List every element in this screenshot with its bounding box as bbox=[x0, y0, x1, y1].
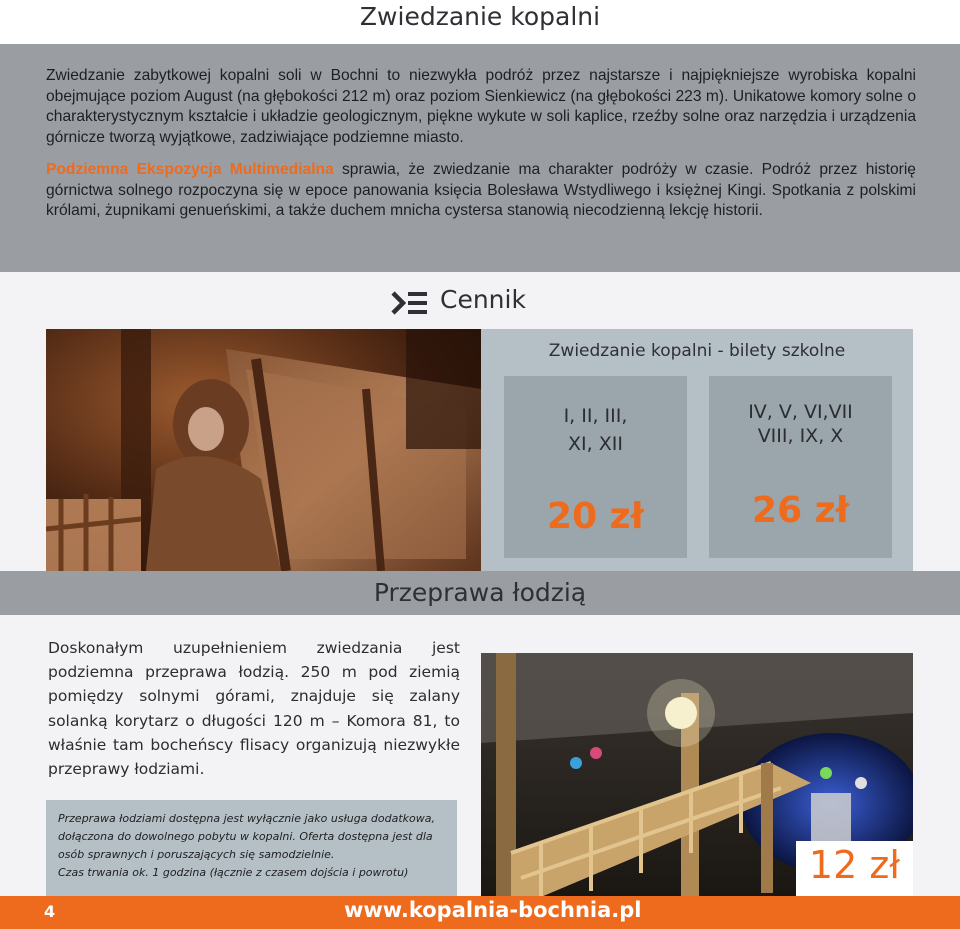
page-number: 4 bbox=[44, 902, 56, 921]
intro-paragraph-2 bbox=[46, 160, 916, 222]
school-tickets-title: Zwiedzanie kopalni - bilety szkolne bbox=[548, 341, 846, 361]
grades-line-1: IV, V, VI,VII bbox=[748, 401, 853, 423]
website-link[interactable]: www.kopalnia-bochnia.pl bbox=[344, 898, 642, 922]
multimedia-exhibition-highlight: Podziemna Ekspozycja Multimedialna bbox=[46, 161, 334, 178]
intro-paragraph-1: Zwiedzanie zabytkowej kopalni soli w Bochni to niezwykła podróż przez najstarsze i najpiękniejsze wyrobiska kopalni obejmujące poziom August (na głębokości 212 m) oraz poziom Sienkiewicz (na głębokości 223 m). Unikatowe komory solne o charakterystycznym kształcie i układzie geologicznym, piękne wykute w soli kaplice, rzeźby solne oraz narzędzia i urządzenia górnicze tworzą wyjątkowe, zadziwiające podziemne miasto. bbox=[46, 67, 916, 146]
intro-text bbox=[46, 66, 916, 234]
boat-note-text bbox=[58, 810, 450, 882]
page-title: Zwiedzanie kopalni bbox=[359, 2, 601, 31]
page-title-bar bbox=[0, 0, 960, 44]
salt-mine-figure-photo bbox=[46, 329, 481, 571]
intro-paragraph-2-rest: sprawia, że zwiedzanie ma charakter podróży w czasie. Podróż przez historię górnictwa solnego rozpoczyna się w epoce panowania księcia Bolesława Wstydliwego i księżnej Kingi. Spotkania z polskimi królami, żupnikami genueńskimi, a także duchem mnicha cystersa stanowią niecodzienną lekcję historii. bbox=[46, 161, 916, 219]
grades-line-2: VIII, IX, X bbox=[757, 425, 844, 447]
price-value: 20 zł bbox=[547, 496, 644, 537]
pricing-title: Cennik bbox=[440, 285, 526, 314]
price-value: 26 zł bbox=[752, 490, 849, 531]
boat-price-badge bbox=[796, 841, 913, 897]
note-line: dołączona do dowolnego pobytu w kopalni. Oferta dostępna jest dla bbox=[58, 830, 433, 843]
grades-line-2: XI, XII bbox=[568, 433, 623, 455]
boat-section-title: Przeprawa łodzią bbox=[373, 578, 587, 607]
grades-line-1: I, II, III, bbox=[563, 405, 628, 427]
note-line: osób sprawnych i poruszających się samodzielnie. bbox=[58, 848, 335, 861]
note-line: Przeprawa łodziami dostępna jest wyłącznie jako usługa dodatkowa, bbox=[58, 812, 436, 825]
price-list-icon bbox=[391, 290, 429, 316]
price-box-grades-2 bbox=[709, 376, 892, 558]
boat-price-value: 12 zł bbox=[808, 843, 901, 887]
price-box-grades-1 bbox=[504, 376, 687, 558]
boat-description: Doskonałym uzupełnieniem zwiedzania jest podziemna przeprawa łodzią. 250 m pod ziemią pomiędzy solnymi górami, znajduje się zalany solanką korytarz o długości 120 m – Komora 81, to właśnie tam bocheńscy flisacy organizują niezwykłe przeprawy łodziami. bbox=[48, 639, 460, 779]
note-line: Czas trwania ok. 1 godzina (łącznie z czasem dojścia i powrotu) bbox=[58, 866, 409, 879]
